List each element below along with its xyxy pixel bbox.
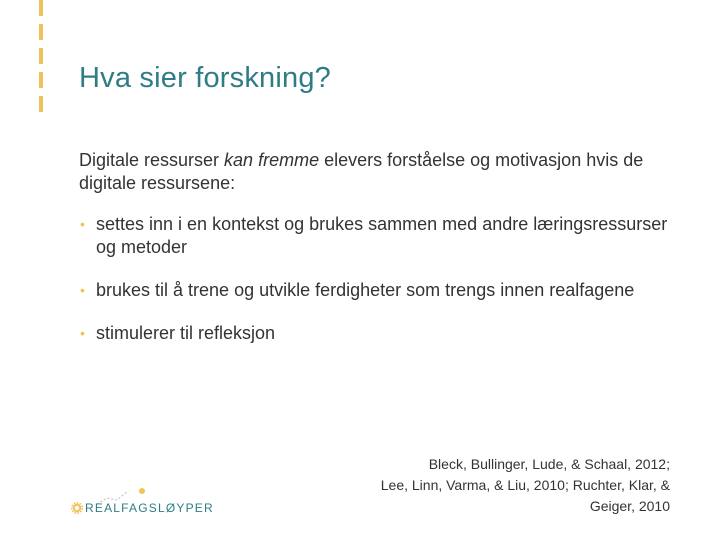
intro-paragraph xyxy=(79,149,679,195)
bullet-text: stimulerer til refleksjon xyxy=(96,323,276,343)
bullet-list xyxy=(79,213,679,365)
intro-emphasis: kan fremme xyxy=(224,150,320,170)
page-title: Hva sier forskning? xyxy=(79,62,332,94)
intro-text-end: elevers forståelse og motivasjon hvis de digitale ressursene: xyxy=(79,150,644,193)
bullet-item xyxy=(79,213,679,259)
gear-icon xyxy=(71,502,83,514)
bullet-dot-icon: • xyxy=(80,216,85,232)
logo xyxy=(71,486,214,520)
bullet-item xyxy=(79,279,679,302)
bullet-dot-icon: • xyxy=(80,282,85,298)
bullet-item xyxy=(79,322,679,345)
bullet-text: settes inn i en kontekst og brukes sammen med andre læringsressurser og metoder xyxy=(96,214,668,257)
intro-text-start: Digitale ressurser xyxy=(79,150,225,170)
citation: Bleck, Bullinger, Lude, & Schaal, 2012; Lee, Linn, Varma, & Liu, 2010; Ruchter, Klar, & Geiger, 2010 xyxy=(380,456,670,514)
accent-dashed-bar xyxy=(39,0,43,116)
bullet-text: brukes til å trene og utvikle ferdigheter som trengs innen realfagene xyxy=(96,280,635,300)
bullet-dot-icon: • xyxy=(80,325,85,341)
logo-text: REALFAGSLØYPER xyxy=(85,501,214,515)
